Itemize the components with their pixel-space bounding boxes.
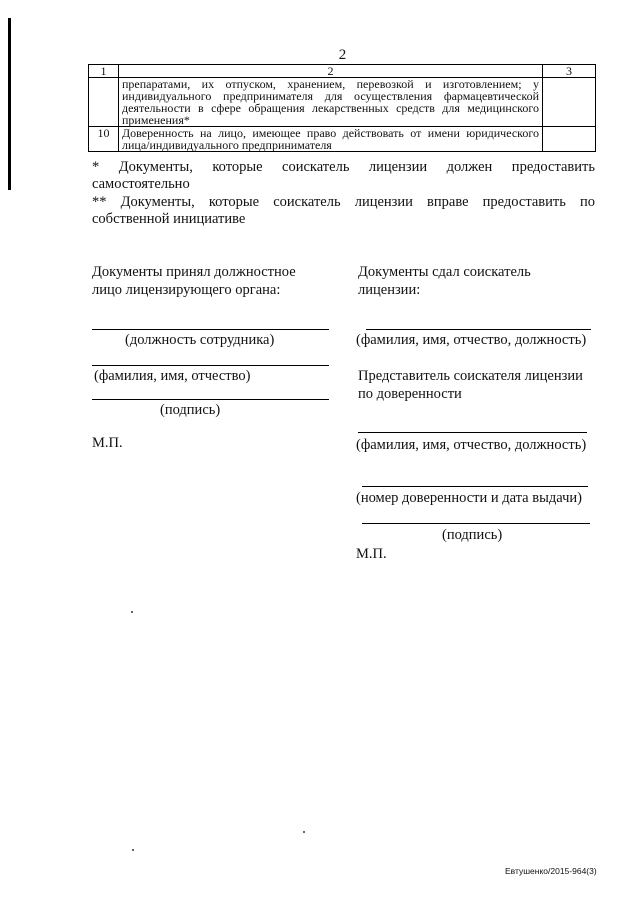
applicant-signature-line xyxy=(366,329,591,330)
table-row-text: Доверенность на лицо, имеющее право действовать от имени юридического лица/индивидуального предпринимателя xyxy=(119,127,543,152)
poa-caption: (номер доверенности и дата выдачи) xyxy=(356,490,582,506)
signature-caption-right: (подпись) xyxy=(442,527,503,543)
stamp-left: М.П. xyxy=(92,435,123,451)
signature-line-right xyxy=(362,523,590,524)
scan-speck xyxy=(132,849,134,851)
left-heading-line2: лицо лицензирующего органа: xyxy=(92,282,281,298)
right-heading-line1: Документы сдал соискатель xyxy=(358,264,531,280)
table-row-col3 xyxy=(543,127,596,152)
left-edge-bar xyxy=(8,18,11,190)
applicant-caption: (фамилия, имя, отчество, должность) xyxy=(356,332,587,348)
table-header-col-2: 2 xyxy=(119,65,543,78)
representative-signature-line xyxy=(358,432,587,433)
name-signature-line xyxy=(92,365,329,366)
name-caption: (фамилия, имя, отчество) xyxy=(94,368,251,384)
page-number: 2 xyxy=(338,47,347,63)
scan-speck xyxy=(303,831,305,833)
table-row xyxy=(89,78,596,127)
poa-line xyxy=(362,486,588,487)
documents-table xyxy=(88,64,596,152)
table-row-text: препаратами, их отпуском, хранением, перевозкой и изготовлением; у индивидуального предпринимателя для осуществления фармацевтической деятельности в сфере обращения лекарственных средств для медицинского применения* xyxy=(119,78,543,127)
note-optional-text: ** Документы, которые соискатель лицензии вправе предоставить по собственной инициативе xyxy=(92,194,595,227)
table-header-col-1: 1 xyxy=(89,65,119,78)
table-header-row xyxy=(89,65,596,78)
table-header-col-3: 3 xyxy=(543,65,596,78)
table-row xyxy=(89,127,596,152)
table-row-number: 10 xyxy=(89,127,119,152)
table-row-col3 xyxy=(543,78,596,127)
scan-speck xyxy=(131,611,133,613)
table-row-number xyxy=(89,78,119,127)
footer-reference: Евтушенко/2015-964(3) xyxy=(505,866,597,876)
right-heading-line2: лицензии: xyxy=(358,282,421,298)
signature-line-left xyxy=(92,399,329,400)
stamp-right: М.П. xyxy=(356,546,387,562)
note-required-text: * Документы, которые соискатель лицензии должен предоставить самостоятельно xyxy=(92,159,595,192)
note-optional-documents xyxy=(92,194,595,228)
representative-line1: Представитель соискателя лицензии xyxy=(358,368,583,384)
position-signature-line xyxy=(92,329,329,330)
note-required-documents xyxy=(92,159,595,193)
position-caption: (должность сотрудника) xyxy=(125,332,275,348)
representative-line2: по доверенности xyxy=(358,386,462,402)
left-heading-line1: Документы принял должностное xyxy=(92,264,296,280)
signature-caption-left: (подпись) xyxy=(160,402,221,418)
representative-caption: (фамилия, имя, отчество, должность) xyxy=(356,437,587,453)
